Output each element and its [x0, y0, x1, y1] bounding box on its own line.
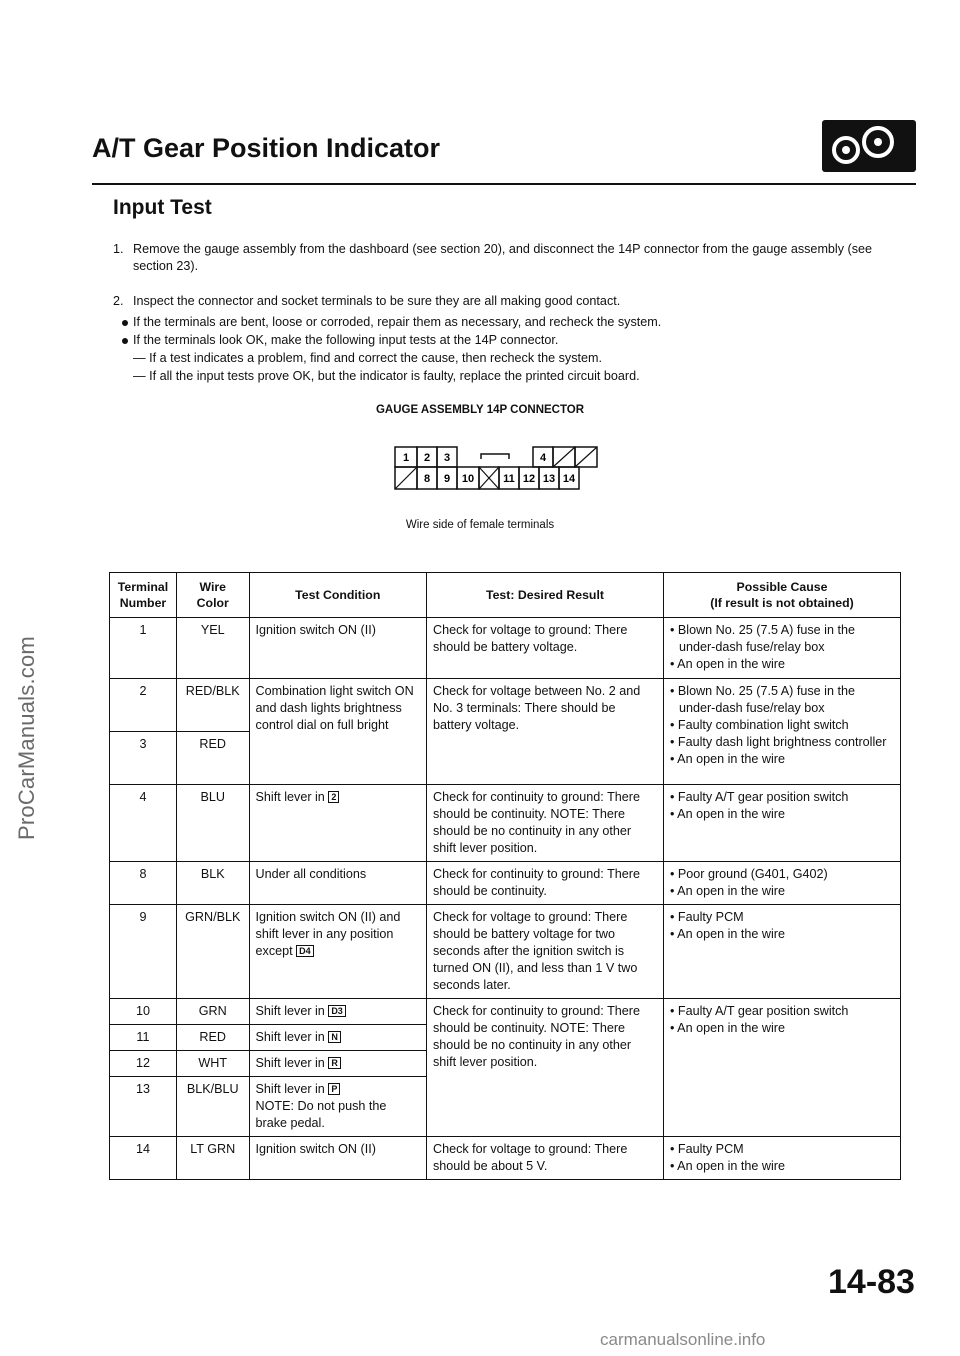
gear-position-symbol: D3: [328, 1005, 346, 1017]
result-cell: Check for continuity to ground: There should be continuity. NOTE: There should be no continuity in any other shift lever position.: [426, 999, 663, 1137]
wire-cell: RED/BLK: [176, 679, 249, 732]
condition-cell: Shift lever in 2: [249, 785, 426, 862]
gear-position-symbol: 2: [328, 791, 339, 803]
side-watermark: ProCarManuals.com: [14, 636, 39, 840]
condition-cell: Shift lever in P NOTE: Do not push the brake pedal.: [249, 1077, 426, 1137]
wire-cell: GRN/BLK: [176, 905, 249, 999]
step-number: 2.: [113, 294, 124, 308]
wire-cell: GRN: [176, 999, 249, 1025]
condition-cell: Shift lever in R: [249, 1051, 426, 1077]
connector-title: GAUGE ASSEMBLY 14P CONNECTOR: [375, 404, 585, 416]
result-cell: Check for voltage to ground: There should be battery voltage for two seconds after the ignition switch is turned ON (II), and less than 1 V two seconds later.: [426, 905, 663, 999]
pin-3: 3: [443, 452, 451, 464]
pin-8: 8: [423, 473, 431, 485]
bottom-watermark: carmanualsonline.info: [600, 1330, 766, 1349]
condition-cell: Ignition switch ON (II): [249, 1137, 426, 1180]
step-text: Remove the gauge assembly from the dashboard (see section 20), and disconnect the 14P connector from the gauge assembly (see section 23).: [133, 242, 873, 273]
step-number: 1.: [113, 242, 124, 256]
condition-cell: Ignition switch ON (II): [249, 618, 426, 679]
table-row: [110, 679, 901, 732]
table-row: [110, 905, 901, 999]
terminal-cell: 11: [110, 1025, 177, 1051]
large-gear-hub: [874, 138, 882, 146]
small-gear-hub: [842, 146, 850, 154]
table-row: [110, 785, 901, 862]
condition-cell: Under all conditions: [249, 862, 426, 905]
page-number: 14-83: [828, 1263, 915, 1301]
terminal-cell: 2: [110, 679, 177, 732]
title-rule: [92, 183, 916, 185]
condition-cell: Ignition switch ON (II) and shift lever in any position except D4: [249, 905, 426, 999]
dash-item: — If a test indicates a problem, find and correct the cause, then recheck the system.: [133, 351, 603, 365]
connector-diagram: [393, 443, 615, 495]
terminal-cell: 12: [110, 1051, 177, 1077]
terminal-cell: 9: [110, 905, 177, 999]
cause-cell: • Blown No. 25 (7.5 A) fuse in the under-dash fuse/relay box • Faulty combination light switch • Faulty dash light brightness controller • An open in the wire: [663, 679, 900, 785]
connector-caption: Wire side of female terminals: [405, 519, 555, 531]
terminal-cell: 1: [110, 618, 177, 679]
pin-4: 4: [539, 452, 547, 464]
pin-1: 1: [402, 452, 410, 464]
terminal-cell: 8: [110, 862, 177, 905]
result-cell: Check for voltage to ground: There should be about 5 V.: [426, 1137, 663, 1180]
cause-cell: • Blown No. 25 (7.5 A) fuse in the under-dash fuse/relay box • An open in the wire: [663, 618, 900, 679]
bullet-text: If the terminals are bent, loose or corroded, repair them as necessary, and recheck the system.: [133, 315, 662, 329]
step-text: Inspect the connector and socket terminals to be sure they are all making good contact.: [133, 294, 621, 308]
input-test-table: [109, 572, 901, 1180]
cause-cell: • Faulty PCM • An open in the wire: [663, 1137, 900, 1180]
condition-cell: Shift lever in N: [249, 1025, 426, 1051]
wire-cell: LT GRN: [176, 1137, 249, 1180]
result-cell: Check for continuity to ground: There should be continuity.: [426, 862, 663, 905]
header-desired-result: Test: Desired Result: [426, 573, 663, 618]
page-title: A/T Gear Position Indicator: [92, 133, 441, 163]
pin-10: 10: [461, 473, 475, 485]
cause-cell: • Poor ground (G401, G402) • An open in the wire: [663, 862, 900, 905]
table-header-row: [110, 573, 901, 618]
terminal-cell: 10: [110, 999, 177, 1025]
terminal-cell: 14: [110, 1137, 177, 1180]
pin-12: 12: [522, 473, 536, 485]
transmission-gears-icon: [822, 120, 916, 172]
wire-cell: RED: [176, 732, 249, 785]
wire-cell: BLK/BLU: [176, 1077, 249, 1137]
result-cell: Check for voltage between No. 2 and No. 3 terminals: There should be battery voltage.: [426, 679, 663, 785]
wire-cell: RED: [176, 1025, 249, 1051]
table-row: [110, 618, 901, 679]
gear-position-symbol: D4: [296, 945, 314, 957]
pin-13: 13: [542, 473, 556, 485]
wire-cell: WHT: [176, 1051, 249, 1077]
table-row: [110, 862, 901, 905]
bullet-dot: [122, 320, 128, 326]
terminal-cell: 4: [110, 785, 177, 862]
cause-cell: • Faulty PCM • An open in the wire: [663, 905, 900, 999]
header-possible-cause: Possible Cause (If result is not obtained): [663, 573, 900, 618]
cause-cell: • Faulty A/T gear position switch • An open in the wire: [663, 785, 900, 862]
terminal-cell: 13: [110, 1077, 177, 1137]
pin-14: 14: [562, 473, 576, 485]
bullet-item: [133, 314, 661, 331]
table-row: [110, 999, 901, 1025]
section-subtitle: Input Test: [113, 196, 212, 219]
wire-cell: BLU: [176, 785, 249, 862]
table-row: [110, 1137, 901, 1180]
result-cell: Check for voltage to ground: There should be battery voltage.: [426, 618, 663, 679]
condition-cell: Combination light switch ON and dash lights brightness control dial on full bright: [249, 679, 426, 785]
terminal-cell: 3: [110, 732, 177, 785]
wire-cell: YEL: [176, 618, 249, 679]
bullet-text: If the terminals look OK, make the following input tests at the 14P connector.: [133, 333, 559, 347]
gear-position-symbol: P: [328, 1083, 340, 1095]
gear-position-symbol: N: [328, 1031, 341, 1043]
cause-cell: • Faulty A/T gear position switch • An open in the wire: [663, 999, 900, 1137]
dash-item: — If all the input tests prove OK, but the indicator is faulty, replace the printed circuit board.: [133, 369, 640, 383]
gear-position-symbol: R: [328, 1057, 341, 1069]
pin-2: 2: [423, 452, 431, 464]
wire-cell: BLK: [176, 862, 249, 905]
bullet-item: [133, 332, 558, 349]
condition-cell: Shift lever in D3: [249, 999, 426, 1025]
header-test-condition: Test Condition: [249, 573, 426, 618]
pin-9: 9: [443, 473, 451, 485]
bullet-dot: [122, 338, 128, 344]
result-cell: Check for continuity to ground: There should be continuity. NOTE: There should be no continuity in any other shift lever position.: [426, 785, 663, 862]
pin-11: 11: [503, 473, 515, 485]
header-terminal-number: Terminal Number: [110, 573, 177, 618]
header-wire-color: Wire Color: [176, 573, 249, 618]
